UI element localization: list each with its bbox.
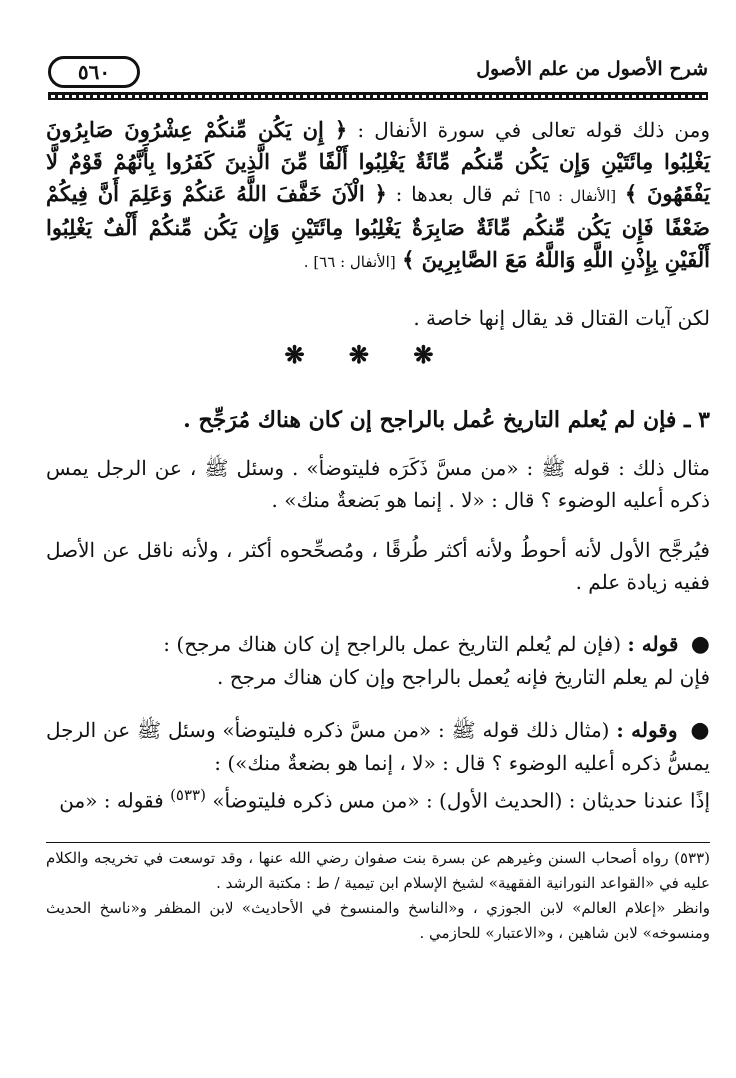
- verse-reference-65: [الأنفال : ٦٥]: [528, 187, 617, 205]
- footnotes: [46, 846, 710, 946]
- commentary-label: قوله :: [627, 632, 679, 656]
- running-title: شرح الأصول من علم الأصول: [476, 58, 708, 80]
- quran-verse-66: ﴿ الْآنَ خَفَّفَ اللَّهُ عَنكُمْ وَعَلِمَ أَنَّ فِيكُمْ ضَعْفًا فَإِن يَكُن مِّنكُم مِّائَةٌ صَابِرَةٌ يَغْلِبُوا مِائَتَيْنِ وَإِن يَكُن مِّنكُمْ أَلْفٌ يَغْلِبُوا أَلْفَيْنِ بِإِذْنِ اللَّهِ وَاللَّهُ مَعَ الصَّابِرِينَ ﴾: [46, 181, 710, 272]
- intro-text: ومن ذلك قوله تعالى في سورة الأنفال :: [357, 118, 711, 142]
- bullet-icon: ●: [690, 718, 711, 743]
- bullet-icon: ●: [690, 632, 710, 657]
- footnote-see-also: وانظر «إعلام العالم» لابن الجوزي ، و«الناسخ والمنسوخ في الأحاديث» لابن المظفر و«ناسخ الحديث ومنسوخه» لابن شاهين ، و«الاعتبار» للحازمي .: [46, 899, 710, 942]
- rule-three: ٣ ـ فإن لم يُعلم التاريخ عُمل بالراجح إن كان هناك مُرَجِّح .: [183, 407, 710, 433]
- footnote-533: (٥٣٣) رواه أصحاب السنن وغيرهم عن بسرة بنت صفوان رضي الله عنها ، وقد توسعت في تخريجه والكلام عليه في «القواعد النورانية الفقهية» لشيخ الإسلام ابن تيمية / ط : مكتبة الرشد .: [46, 849, 710, 892]
- footnote-marker: (٥٣٣): [170, 786, 206, 804]
- commentary-one: [46, 628, 710, 693]
- header-divider: [48, 92, 708, 100]
- section-separator: ❋ ❋ ❋: [284, 340, 452, 369]
- preference-paragraph: فيُرجَّح الأول لأنه أحوطُ ولأنه أكثر طُرقًا ، ومُصحِّحوه أكثر ، ولأنه ناقل عن الأصل ففيه زيادة علم .: [46, 538, 710, 594]
- example-paragraph: مثال ذلك : قوله ﷺ : «من مسَّ ذَكَرَه فليتوضأ» . وسئل ﷺ ، عن الرجل يمس ذكره أعليه الوضوء ؟ قال : «لا . إنما هو بَضعةٌ منك» .: [46, 456, 710, 512]
- page-number: ٥٦٠: [48, 56, 140, 88]
- commentary-explanation: فإن لم يعلم التاريخ فإنه يُعمل بالراجح وإن كان هناك مرجح .: [217, 665, 710, 689]
- transition-text: ثم قال بعدها :: [395, 182, 521, 206]
- quran-verse-65: ﴿ إِن يَكُن مِّنكُمْ عِشْرُونَ صَابِرُونَ يَغْلِبُوا مِائَتَيْنِ وَإِن يَكُن مِّنكُم مِّائَةٌ يَغْلِبُوا أَلْفًا مِّنَ الَّذِينَ كَفَرُوا بِأَنَّهُمْ قَوْمٌ لَّا يَفْقَهُونَ ﴾: [46, 117, 711, 206]
- verse-reference-66: [الأنفال : ٦٦] .: [303, 253, 396, 271]
- page-header: [48, 56, 708, 90]
- commentary-quote: (مثال ذلك قوله ﷺ : «من مسَّ ذكره فليتوضأ» وسئل ﷺ عن الرجل يمسُّ ذكره أعليه الوضوء ؟ قال : «لا ، إنما هو بضعةٌ منك») :: [46, 718, 710, 775]
- commentary-two: [46, 714, 710, 817]
- paragraph-anfal-verses: [46, 114, 710, 278]
- commentary-explanation: إذًا عندنا حديثان : (الحديث الأول) : «من مس ذكره فليتوضأ»: [212, 788, 710, 813]
- commentary-quote: (فإن لم يُعلم التاريخ عمل بالراجح إن كان هناك مرجح) :: [163, 632, 622, 656]
- paragraph-qital: لكن آيات القتال قد يقال إنها خاصة .: [413, 306, 710, 330]
- footnote-divider: [46, 842, 710, 843]
- commentary-label: وقوله :: [616, 718, 678, 742]
- commentary-tail: فقوله : «من: [59, 788, 164, 813]
